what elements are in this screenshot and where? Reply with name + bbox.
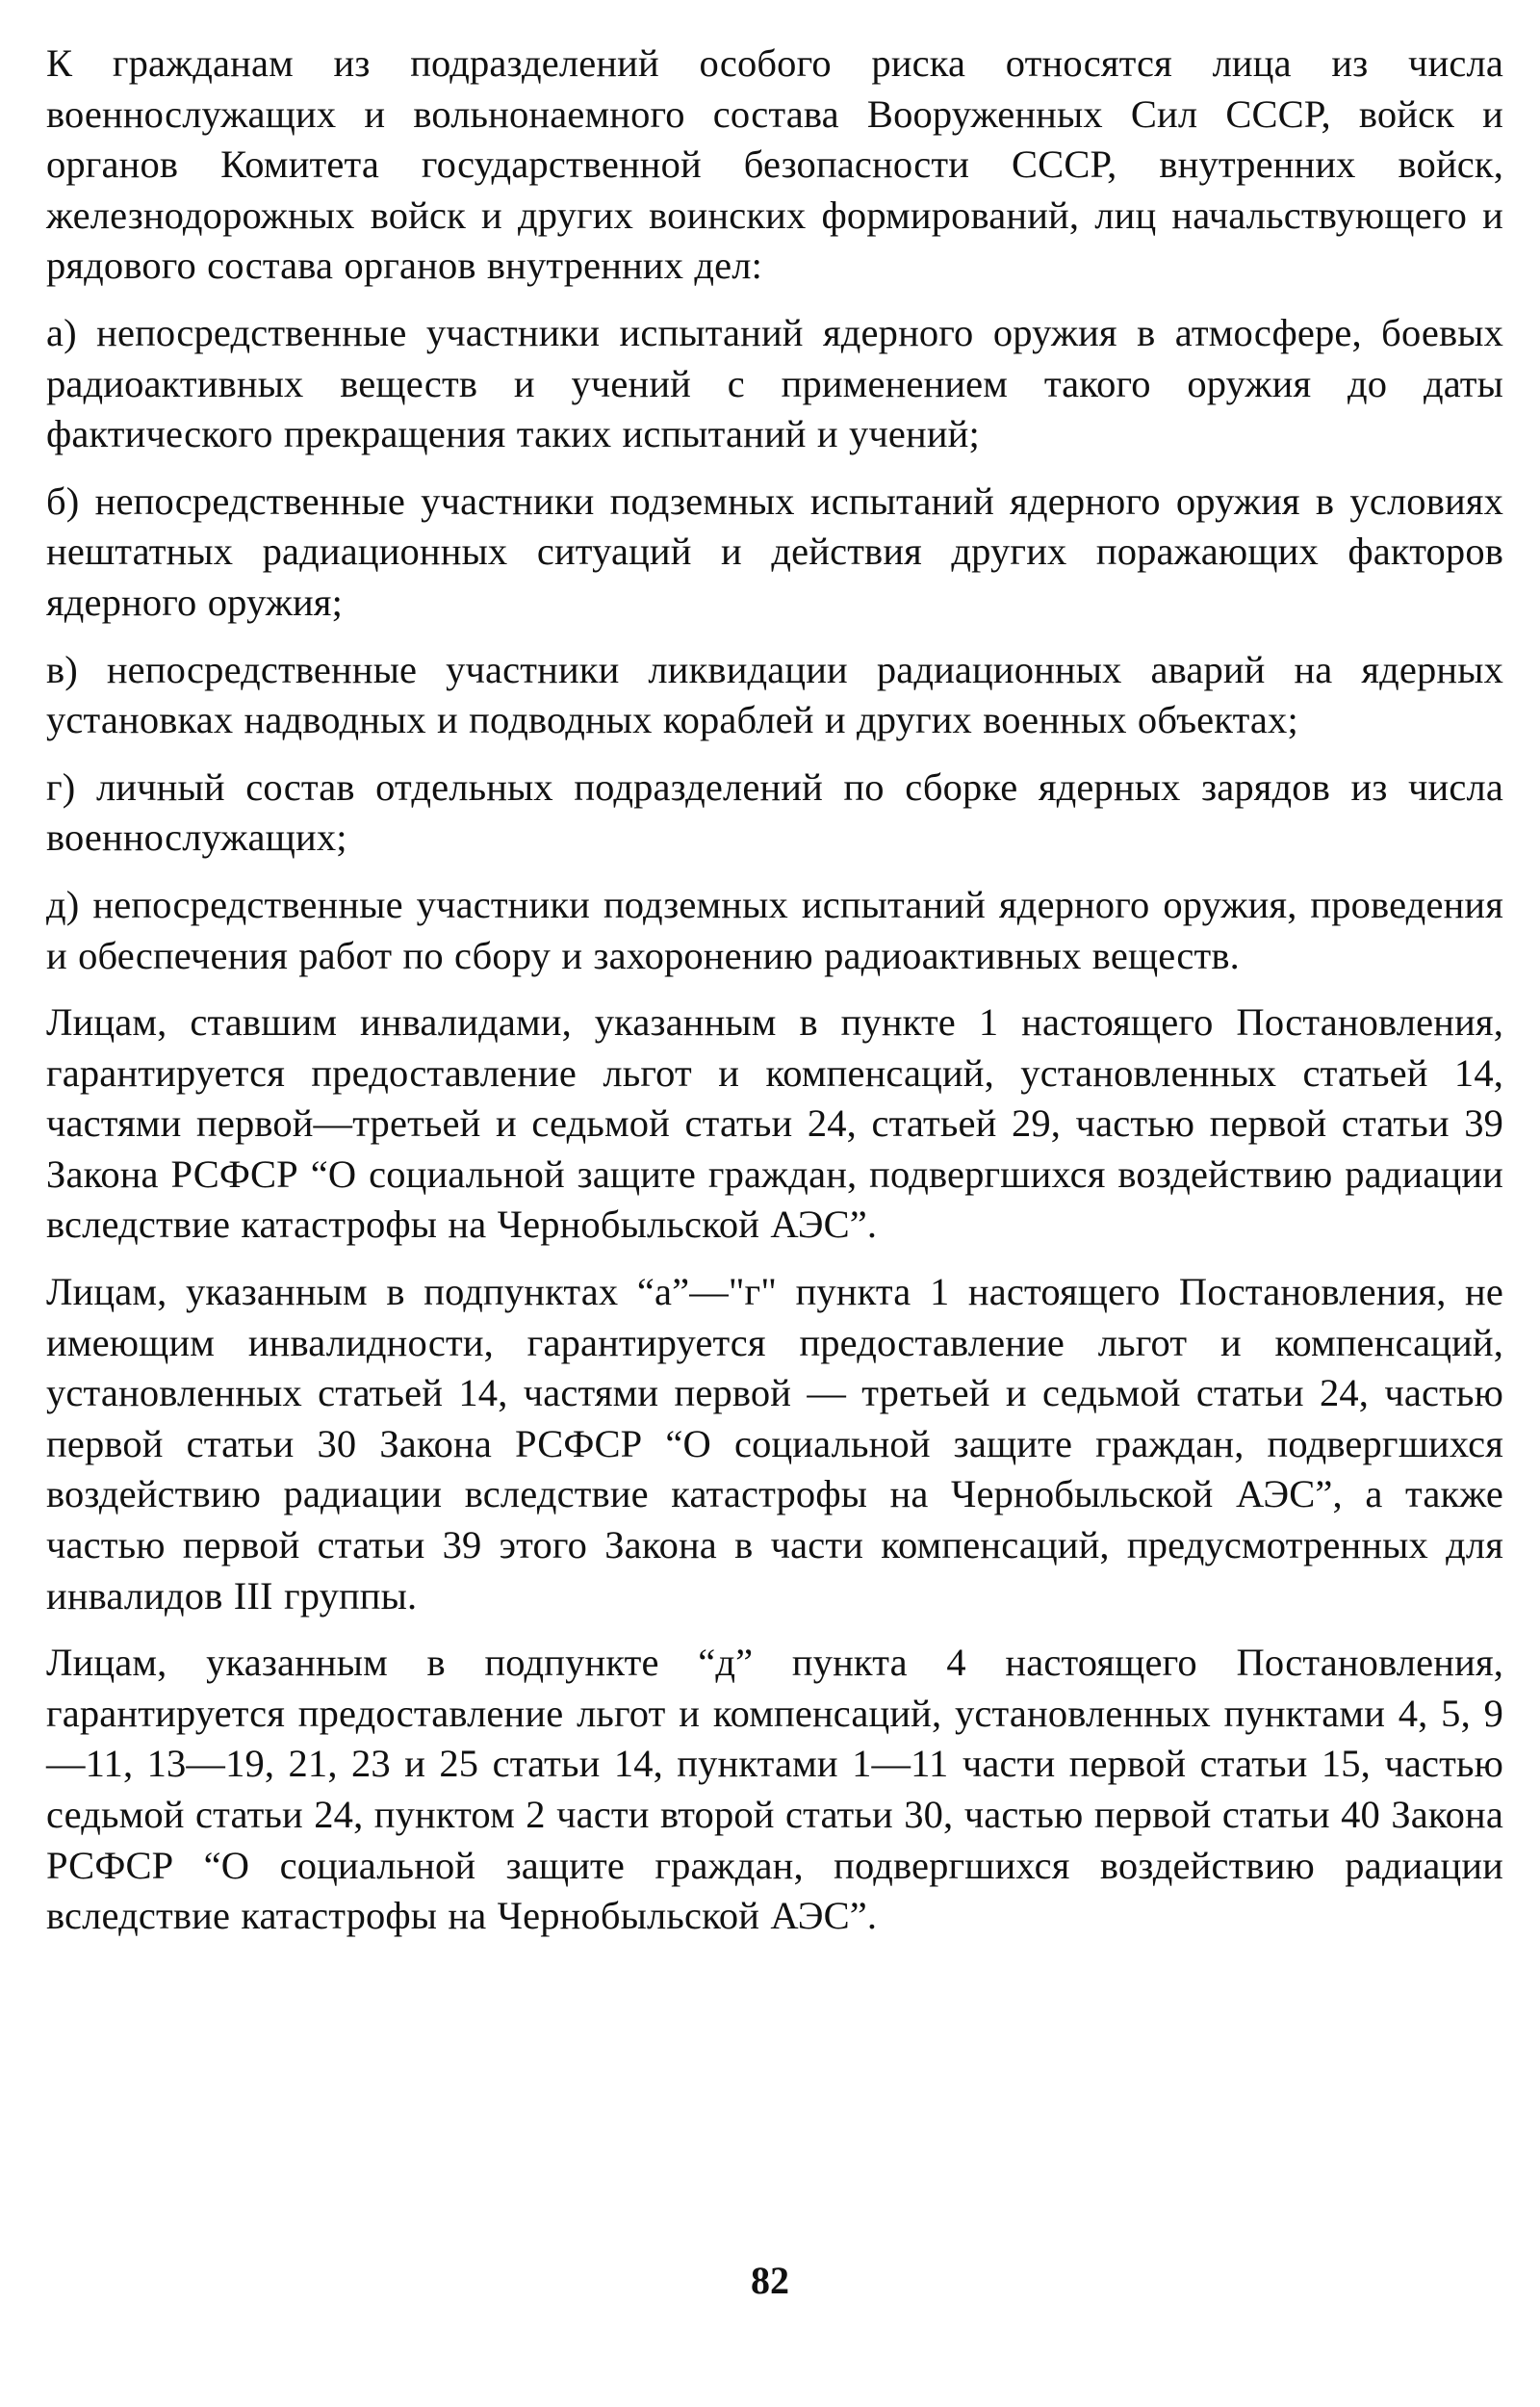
paragraph-item-v: в) непосредственные участники ликвидации радиационных аварий на ядерных установках надводных и подводных кораблей и других военных объектах; (46, 647, 1503, 742)
paragraph-disabled-persons: Лицам, ставшим инвалидами, указанным в пункте 1 настоящего Постановления, гарантируется предоставление льгот и компенсаций, установленных статьей 14, частями первой—третьей и седьмой статьи 24, статьей 29, частью первой статьи 39 Закона РСФСР “О социальной защите граждан, подвергшихся воздействию радиации вследствие катастрофы на Чернобыльской АЭС”. (46, 1000, 1503, 1247)
paragraph-item-g: г) личный состав отдельных подразделений по сборке ядерных зарядов из числа военнослужащих; (46, 764, 1503, 860)
paragraph-item-d: д) непосредственные участники подземных испытаний ядерного оружия, проведения и обеспечения работ по сбору и захоронению радиоактивных веществ. (46, 882, 1503, 977)
body-text (46, 39, 1503, 1942)
paragraph-intro: К гражданам из подразделений особого риска относятся лица из числа военнослужащих и вольнонаемного состава Вооруженных Сил СССР, войск и органов Комитета государственной безопасности СССР, внутренних войск, железнодорожных войск и других воинских формирований, лиц начальствующего и рядового состава органов внутренних дел: (46, 41, 1503, 288)
paragraph-item-d-benefits: Лицам, указанным в подпункте “д” пункта 4 настоящего Постановления, гарантируется предоставление льгот и компенсаций, установленных пунктами 4, 5, 9—11, 13—19, 21, 23 и 25 статьи 14, пунктами 1—11 части первой статьи 15, частью седьмой статьи 24, пунктом 2 части второй статьи 30, частью первой статьи 40 Закона РСФСР “О социальной защите граждан, подвергшихся воздействию радиации вследствие катастрофы на Чернобыльской АЭС”. (46, 1641, 1503, 1938)
document-page (46, 39, 1503, 2388)
paragraph-item-b: б) непосредственные участники подземных испытаний ядерного оружия в условиях нештатных радиационных ситуаций и действия других поражающих факторов ядерного оружия; (46, 479, 1503, 624)
page-number: 82 (751, 2259, 789, 2302)
paragraph-item-a: а) непосредственные участники испытаний ядерного оружия в атмосфере, боевых радиоактивных веществ и учений с применением такого оружия до даты фактического прекращения таких испытаний и учений; (46, 310, 1503, 456)
paragraph-items-a-g: Лицам, указанным в подпунктах “а”—"г" пункта 1 настоящего Постановления, не имеющим инвалидности, гарантируется предоставление льгот и компенсаций, установленных статьей 14, частями первой — третьей и седьмой статьи 24, частью первой статьи 30 Закона РСФСР “О социальной защите граждан, подвергшихся воздействию радиации вследствие катастрофы на Чернобыльской АЭС”, а также частью первой статьи 39 этого Закона в части компенсаций, предусмотренных для инвалидов III группы. (46, 1270, 1503, 1618)
